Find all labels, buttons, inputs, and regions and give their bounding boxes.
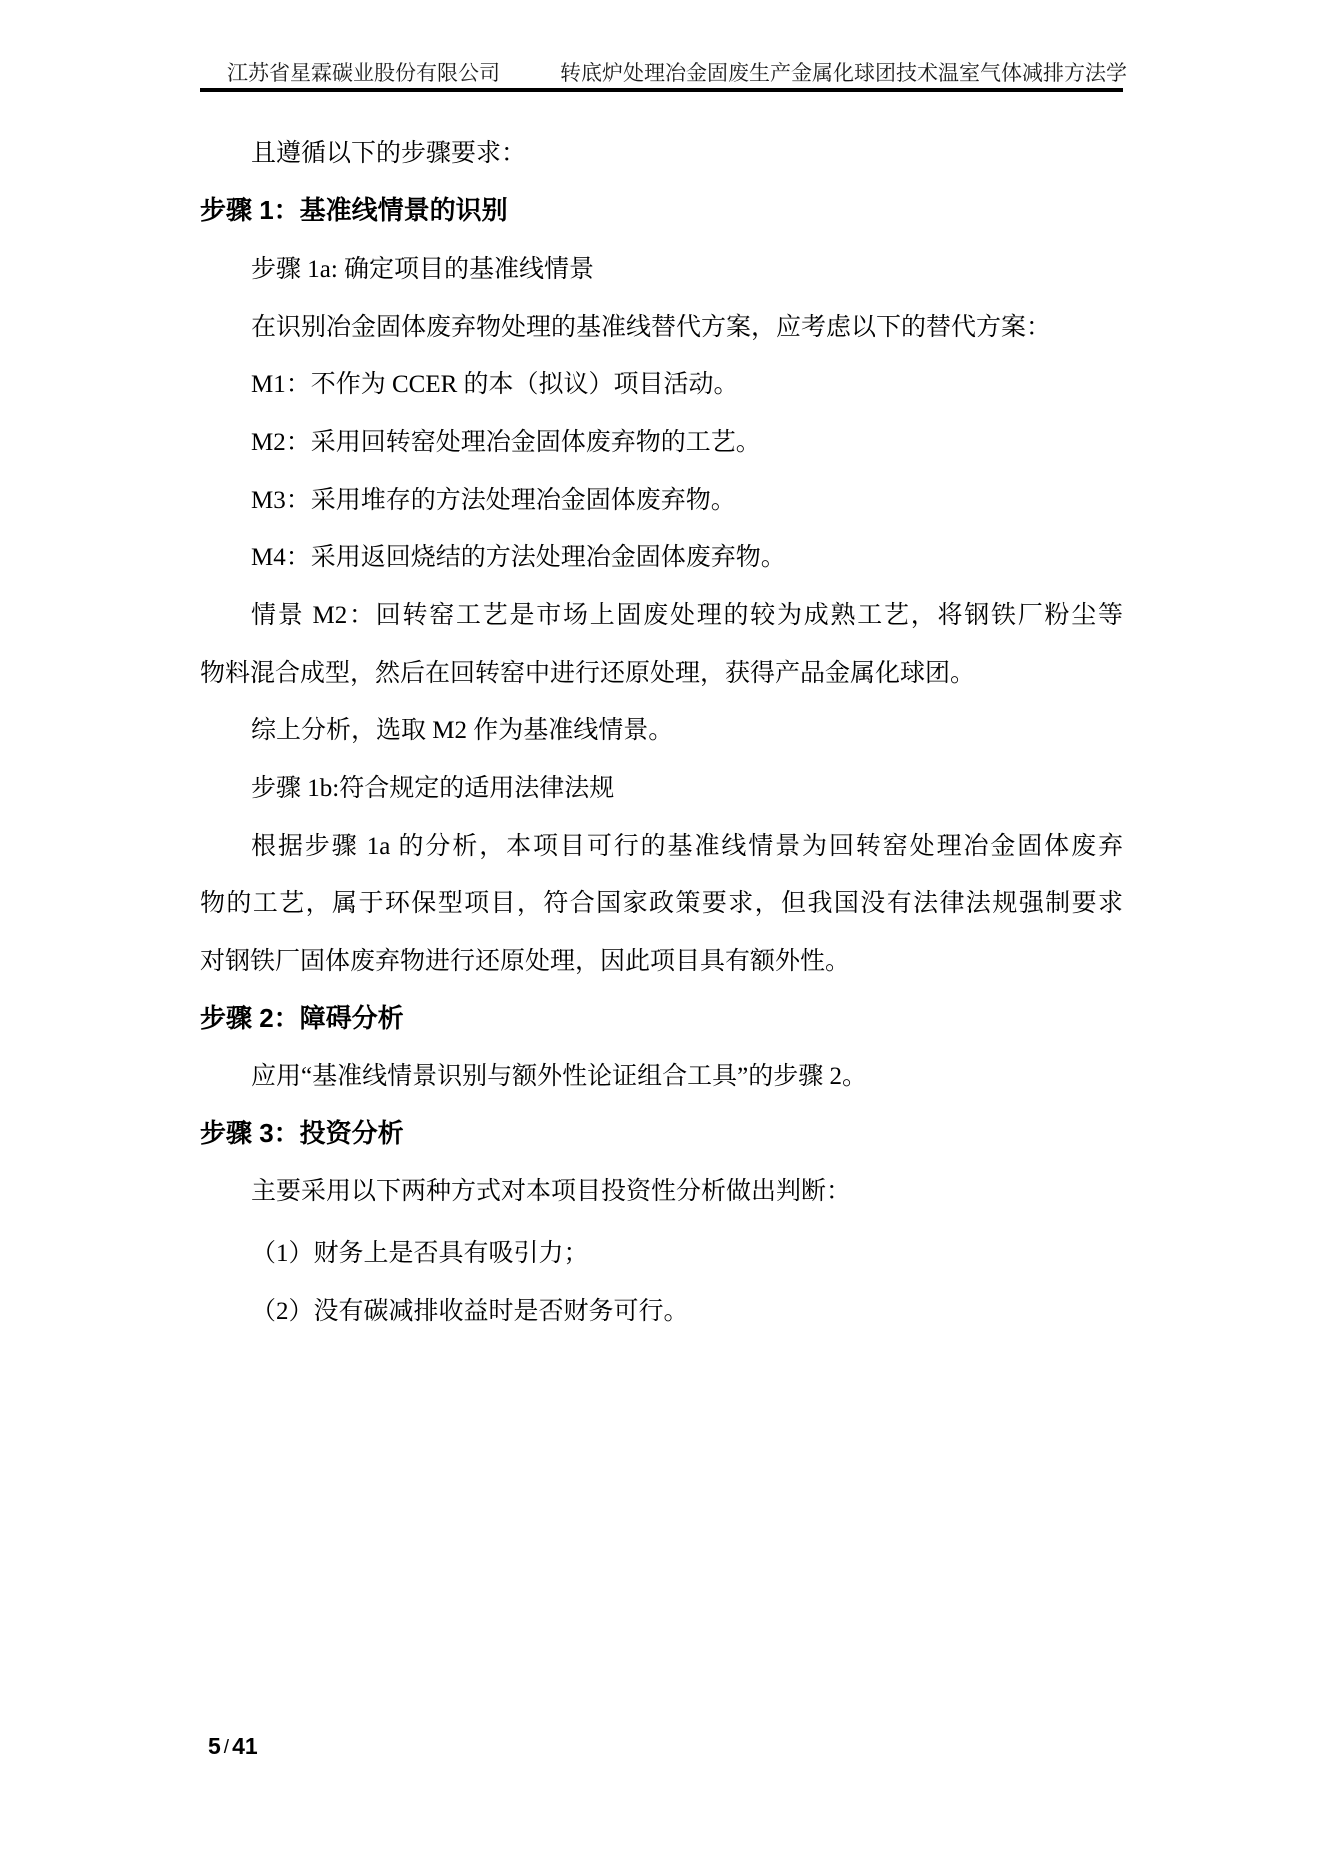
header-company-name: 江苏省星霖碳业股份有限公司 [227, 61, 500, 85]
page-number-total: 41 [232, 1733, 258, 1759]
paragraph-conclusion-m2: 综上分析，选取 M2 作为基准线情景。 [251, 717, 674, 744]
header-divider-rule [200, 88, 1123, 92]
list-item-m3: M3：采用堆存的方法处理冶金固体废弃物。 [251, 487, 736, 514]
section-heading-step-2: 步骤 2：障碍分析 [200, 1003, 404, 1033]
paragraph-scenario-m2-line-2: 物料混合成型，然后在回转窑中进行还原处理，获得产品金属化球团。 [200, 660, 976, 687]
list-item-m4: M4：采用返回烧结的方法处理冶金固体废弃物。 [251, 544, 786, 571]
list-item-m2: M2：采用回转窑处理冶金固体废弃物的工艺。 [251, 429, 761, 456]
paragraph-alternatives-intro: 在识别冶金固体废弃物处理的基准线替代方案，应考虑以下的替代方案： [251, 314, 1052, 341]
list-item-financial-2: （2）没有碳减排收益时是否财务可行。 [251, 1298, 689, 1325]
paragraph-step-1b: 步骤 1b:符合规定的适用法律法规 [251, 775, 615, 802]
paragraph-step-1b-analysis-line-2: 物的工艺，属于环保型项目，符合国家政策要求，但我国没有法律法规强制要求 [200, 890, 1123, 917]
page-number [208, 1733, 258, 1760]
paragraph-scenario-m2-line-1: 情景 M2：回转窑工艺是市场上固废处理的较为成熟工艺，将钢铁厂粉尘等 [251, 602, 1123, 629]
paragraph-step-2-tool: 应用“基准线情景识别与额外性论证组合工具”的步骤 2。 [251, 1063, 867, 1090]
paragraph-follow-steps: 且遵循以下的步骤要求： [251, 140, 527, 167]
section-heading-step-3: 步骤 3：投资分析 [200, 1118, 404, 1148]
page-number-separator: / [223, 1737, 230, 1758]
paragraph-investment-intro: 主要采用以下两种方式对本项目投资性分析做出判断： [251, 1178, 852, 1205]
page-number-current: 5 [208, 1733, 221, 1759]
header-document-title: 转底炉处理冶金固废生产金属化球团技术温室气体减排方法学 [560, 61, 1127, 85]
paragraph-step-1a: 步骤 1a: 确定项目的基准线情景 [251, 256, 595, 283]
paragraph-step-1b-analysis-line-3: 对钢铁厂固体废弃物进行还原处理，因此项目具有额外性。 [200, 948, 851, 975]
list-item-m1: M1：不作为 CCER 的本（拟议）项目活动。 [251, 371, 739, 398]
list-item-financial-1: （1）财务上是否具有吸引力； [251, 1240, 589, 1267]
section-heading-step-1: 步骤 1：基准线情景的识别 [200, 195, 508, 225]
paragraph-step-1b-analysis-line-1: 根据步骤 1a 的分析，本项目可行的基准线情景为回转窑处理冶金固体废弃 [251, 833, 1123, 860]
